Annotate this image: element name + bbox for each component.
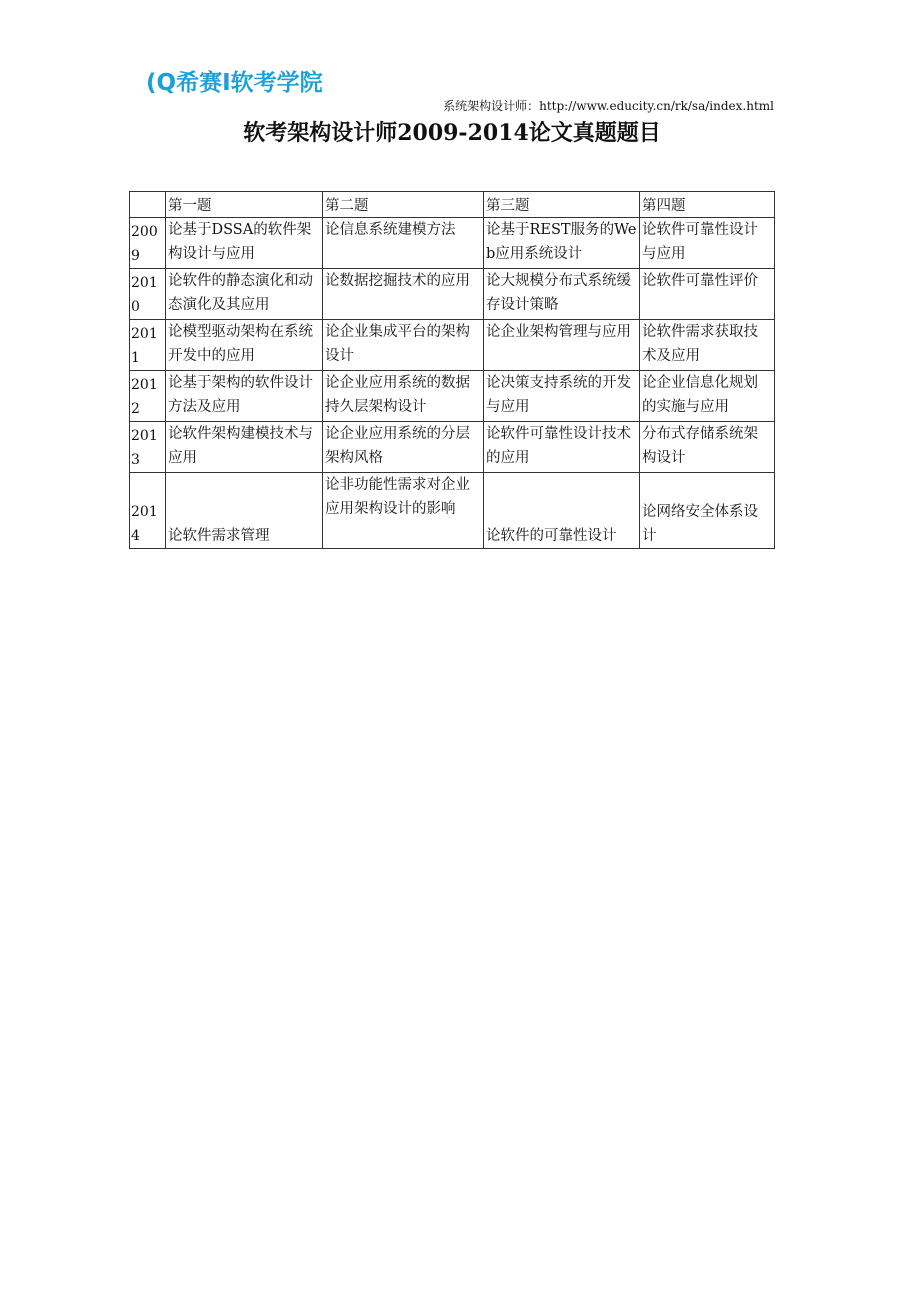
year-cell: 2014 [130,473,166,549]
topic-cell: 论软件需求管理 [166,473,323,549]
header-link-text: 系统架构设计师：http://www.educity.cn/rk/sa/index.html [443,99,774,113]
header-corner-cell [130,192,166,218]
year-cell: 2012 [130,371,166,422]
topic-cell: 论决策支持系统的开发与应用 [484,371,640,422]
topic-cell: 论企业架构管理与应用 [484,320,640,371]
topic-cell: 分布式存储系统架构设计 [640,422,775,473]
table-row [130,422,775,473]
topic-cell: 论模型驱动架构在系统开发中的应用 [166,320,323,371]
topic-cell: 论软件架构建模技术与应用 [166,422,323,473]
topic-cell: 论软件可靠性设计技术的应用 [484,422,640,473]
topic-cell: 论软件可靠性评价 [640,269,775,320]
table-row [130,473,775,549]
topic-cell: 论非功能性需求对企业应用架构设计的影响 [323,473,484,549]
year-cell: 2013 [130,422,166,473]
topic-cell: 论软件可靠性设计与应用 [640,218,775,269]
logo-text: (Q希赛I软考学院 [146,70,323,96]
topic-cell: 论基于REST服务的Web应用系统设计 [484,218,640,269]
header-cell-q3: 第三题 [484,192,640,218]
year-cell: 2009 [130,218,166,269]
topic-cell: 论基于架构的软件设计方法及应用 [166,371,323,422]
table-row [130,320,775,371]
topic-cell: 论软件的静态演化和动态演化及其应用 [166,269,323,320]
header-cell-q1: 第一题 [166,192,323,218]
topic-cell: 论网络安全体系设计 [640,473,775,549]
table-header-row [130,192,775,218]
page-title: 软考架构设计师2009-2014论文真题题目 [243,120,661,146]
topic-cell: 论软件需求获取技术及应用 [640,320,775,371]
topic-cell: 论数据挖掘技术的应用 [323,269,484,320]
topic-cell: 论基于DSSA的软件架构设计与应用 [166,218,323,269]
topics-table [129,191,775,549]
topic-cell: 论软件的可靠性设计 [484,473,640,549]
topic-cell: 论企业集成平台的架构设计 [323,320,484,371]
topic-cell: 论企业应用系统的分层架构风格 [323,422,484,473]
table-row [130,371,775,422]
table-row [130,218,775,269]
table-row [130,269,775,320]
topic-cell: 论企业应用系统的数据持久层架构设计 [323,371,484,422]
topic-cell: 论大规模分布式系统缓存设计策略 [484,269,640,320]
year-cell: 2011 [130,320,166,371]
year-cell: 2010 [130,269,166,320]
header-cell-q4: 第四题 [640,192,775,218]
topic-cell: 论信息系统建模方法 [323,218,484,269]
topic-cell: 论企业信息化规划的实施与应用 [640,371,775,422]
header-cell-q2: 第二题 [323,192,484,218]
